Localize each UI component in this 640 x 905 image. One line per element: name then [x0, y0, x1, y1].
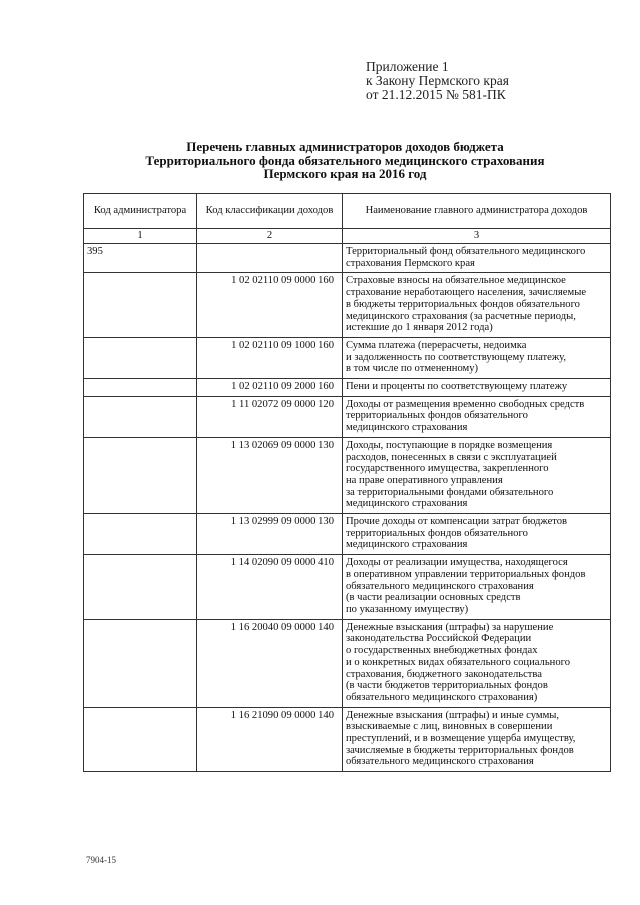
table-row	[84, 244, 611, 273]
admin-name-line: взыскиваемые с лиц, виновных в совершении	[346, 721, 553, 733]
admin-name-line: законодательства Российской Федерации	[346, 633, 532, 645]
admin-name-line: истекшие до 1 января 2012 года)	[346, 322, 493, 334]
admin-name-line: на праве оперативного управления	[346, 474, 503, 486]
classification-code-cell: 1 14 02090 09 0000 410	[197, 555, 343, 620]
admin-name-cell	[343, 337, 611, 378]
table-row	[84, 337, 611, 378]
admin-name-line: за территориальными фондами обязательного	[346, 486, 554, 498]
admin-name-cell	[343, 555, 611, 620]
classification-code-cell: 1 02 02110 09 2000 160	[197, 379, 343, 397]
table-row	[84, 437, 611, 513]
admin-name-line: в бюджеты территориальных фондов обязательного	[346, 298, 580, 310]
admin-name-line: преступлений, и в возмещение ущерба имуществу,	[346, 733, 576, 745]
admin-name-line: о государственных внебюджетных фондах	[346, 645, 538, 657]
column-number-3: 3	[343, 229, 611, 244]
admin-name-line: медицинского страхования	[346, 422, 468, 434]
admin-code-cell: 395	[84, 244, 197, 273]
admin-name-line: государственного имущества, закрепленного	[346, 463, 549, 475]
admin-name-line: Прочие доходы от компенсации затрат бюджетов	[346, 516, 568, 528]
admin-name-line: медицинского страхования	[346, 498, 468, 510]
admin-name-cell	[343, 379, 611, 397]
admin-name-line: и задолженность по соответствующему платежу,	[346, 351, 567, 363]
admin-name-line: по указанному имуществу)	[346, 603, 469, 615]
admin-name-cell	[343, 396, 611, 437]
admin-name-line: медицинского страхования	[346, 539, 468, 551]
admin-code-cell	[84, 514, 197, 555]
admin-name-cell	[343, 437, 611, 513]
document-title	[80, 140, 610, 181]
document-number: 7904-15	[86, 855, 116, 865]
admin-code-cell	[84, 379, 197, 397]
admin-code-cell	[84, 396, 197, 437]
admin-name-cell	[343, 514, 611, 555]
admin-name-line: Доходы от размещения временно свободных средств	[346, 398, 585, 410]
admin-code-cell	[84, 337, 197, 378]
title-line-3: Пермского края на 2016 год	[263, 166, 427, 181]
appendix-block	[366, 60, 509, 102]
table-row	[84, 555, 611, 620]
classification-code-cell: 1 13 02999 09 0000 130	[197, 514, 343, 555]
admin-name-line: территориальных фондов обязательного	[346, 410, 528, 422]
admin-name-line: Денежные взыскания (штрафы) и иные суммы,	[346, 709, 560, 721]
column-number-row	[84, 229, 611, 244]
table-row	[84, 396, 611, 437]
admin-code-cell	[84, 273, 197, 338]
admin-name-line: медицинского страхования (за расчетные периоды,	[346, 310, 576, 322]
admin-name-line: Страховые взносы на обязательное медицинское	[346, 275, 566, 287]
header-admin-code: Код администратора	[84, 194, 197, 229]
admin-name-line: в оперативном управлении территориальных фондов	[346, 568, 586, 580]
classification-code-cell: 1 16 20040 09 0000 140	[197, 619, 343, 707]
admin-code-cell	[84, 619, 197, 707]
admin-name-line: Сумма платежа (перерасчеты, недоимка	[346, 339, 527, 351]
admin-name-cell	[343, 244, 611, 273]
classification-code-cell: 1 02 02110 09 0000 160	[197, 273, 343, 338]
appendix-line-1: Приложение 1	[366, 59, 449, 74]
title-line-2: Территориального фонда обязательного медицинского страхования	[145, 152, 545, 168]
admin-name-cell	[343, 273, 611, 338]
header-admin-name: Наименование главного администратора доходов	[343, 194, 611, 229]
admin-name-line: страхования Пермского края	[346, 257, 475, 269]
table-row	[84, 379, 611, 397]
classification-code-cell: 1 11 02072 09 0000 120	[197, 396, 343, 437]
admin-name-line: Доходы, поступающие в порядке возмещения	[346, 439, 553, 451]
admin-name-line: обязательного медицинского страхования	[346, 580, 534, 592]
admin-name-line: в том числе по отмененному)	[346, 363, 479, 375]
admin-name-line: обязательного медицинского страхования	[346, 756, 534, 768]
appendix-line-2: к Закону Пермского края	[366, 73, 509, 88]
admin-name-cell	[343, 707, 611, 772]
classification-code-cell: 1 02 02110 09 1000 160	[197, 337, 343, 378]
admin-name-line: территориальных фондов обязательного	[346, 527, 528, 539]
admin-name-line: страхование неработающего населения, зачисляемые	[346, 287, 587, 299]
admin-name-line: зачисляемые в бюджеты территориальных фондов	[346, 744, 574, 756]
classification-code-cell	[197, 244, 343, 273]
classification-code-cell: 1 13 02069 09 0000 130	[197, 437, 343, 513]
administrators-table	[83, 193, 611, 772]
admin-code-cell	[84, 555, 197, 620]
table-row	[84, 619, 611, 707]
admin-name-line: Доходы от реализации имущества, находящегося	[346, 557, 568, 569]
admin-name-line: Территориальный фонд обязательного медицинского	[346, 246, 586, 257]
admin-name-cell	[343, 619, 611, 707]
table-row	[84, 273, 611, 338]
appendix-line-3: от 21.12.2015 № 581-ПК	[366, 87, 506, 102]
table-row	[84, 514, 611, 555]
title-line-1: Перечень главных администраторов доходов бюджета	[186, 139, 504, 154]
admin-name-line: Пени и проценты по соответствующему платежу	[346, 381, 568, 393]
admin-name-line: (в части бюджетов территориальных фондов	[346, 680, 548, 692]
classification-code-cell: 1 16 21090 09 0000 140	[197, 707, 343, 772]
admin-name-line: (в части реализации основных средств	[346, 592, 521, 604]
table-row	[84, 707, 611, 772]
column-number-2: 2	[197, 229, 343, 244]
column-number-1: 1	[84, 229, 197, 244]
admin-code-cell	[84, 707, 197, 772]
admin-code-cell	[84, 437, 197, 513]
header-classification-code: Код классификации доходов	[197, 194, 343, 229]
admin-name-line: Денежные взыскания (штрафы) за нарушение	[346, 621, 554, 633]
admin-name-line: расходов, понесенных в связи с эксплуатацией	[346, 451, 557, 463]
admin-name-line: страхования, бюджетного законодательства	[346, 668, 542, 680]
admin-name-line: обязательного медицинского страхования)	[346, 691, 538, 703]
table-header-row	[84, 194, 611, 229]
admin-name-line: и о конкретных видах обязательного социального	[346, 656, 570, 668]
